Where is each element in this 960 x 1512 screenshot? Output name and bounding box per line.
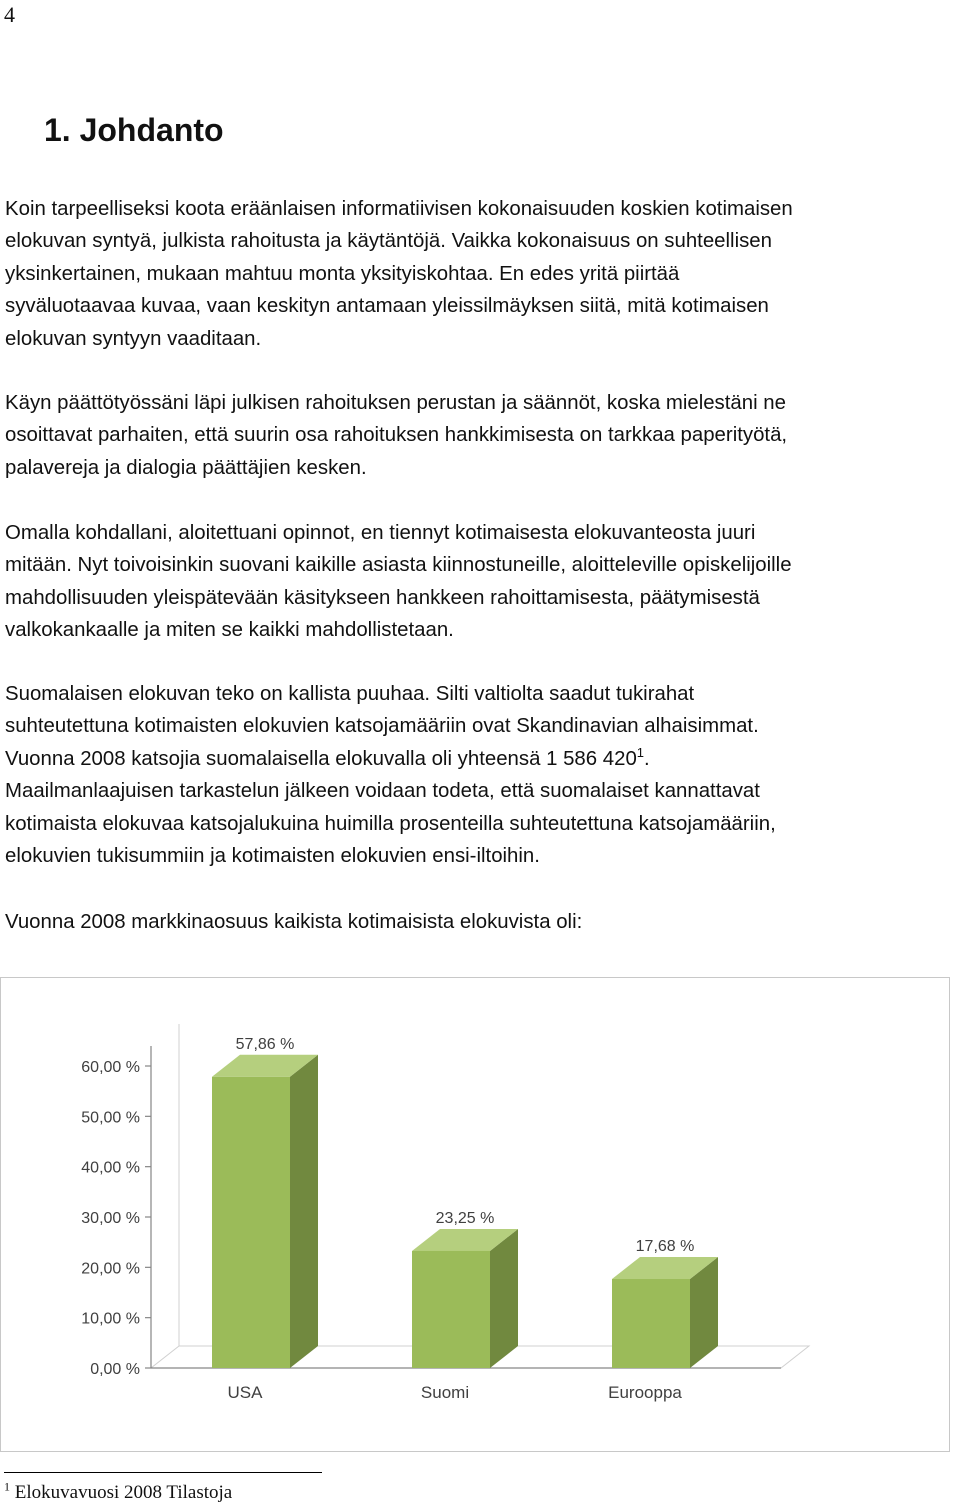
footnote: [4, 1480, 232, 1506]
paragraph-line: [5, 517, 955, 549]
y-tick-label: 20,00 %: [81, 1260, 140, 1278]
bar-side: [490, 1229, 518, 1368]
paragraph-line: [5, 906, 955, 938]
paragraph-line-text: Koin tarpeelliseksi koota eräänlaisen informatiivisen kokonaisuuden koskien kotimaisen: [5, 198, 793, 220]
x-category-label: Suomi: [420, 1383, 470, 1402]
y-tick-label: 60,00 %: [81, 1059, 140, 1076]
paragraph-line-text: elokuvan syntyä, julkista rahoitusta ja käytäntöjä. Vaikka kokonaisuus on suhteellisen: [5, 230, 772, 253]
bar-data-label: 57,86 %: [235, 1035, 295, 1053]
paragraph-line-text: Vuonna 2008 markkinaosuus kaikista kotimaisista elokuvista oli:: [5, 911, 583, 933]
footnote-reference-suffix: .: [644, 747, 650, 770]
paragraph-line: [5, 808, 955, 840]
paragraph-personal: [5, 517, 955, 647]
paragraph-line-text: elokuvan syntyyn vaaditaan.: [5, 327, 262, 350]
paragraph-line-text: kotimaista elokuvaa katsojalukuina huimilla prosenteilla suhteutettuna katsojamääriin,: [5, 812, 776, 835]
paragraph-line-text: valkokankaalle ja miten se kaikki mahdollistetaan.: [5, 619, 454, 642]
y-tick-label: 0,00 %: [90, 1361, 140, 1378]
paragraph-line-text: elokuvien tukisummiin ja kotimaisten elokuvien ensi-iltoihin.: [5, 845, 540, 868]
paragraph-line-text: Maailmanlaajuisen tarkastelun jälkeen voidaan todeta, että suomalaiset kannattavat: [5, 780, 760, 803]
paragraph-line: [5, 549, 955, 581]
paragraph-line: [5, 323, 955, 355]
footnote-rule: [4, 1472, 322, 1473]
paragraph-funding: [5, 387, 955, 484]
y-tick-label: 50,00 %: [81, 1109, 140, 1127]
paragraph-line: [5, 452, 955, 484]
paragraph-line: [5, 678, 955, 710]
bar-suomi: [412, 1251, 490, 1368]
paragraph-statistics: [5, 678, 955, 872]
paragraph-line-text: mahdollisuuden yleispätevään käsitykseen hankkeen rahoittamisesta, päätymisestä: [5, 586, 760, 609]
paragraph-line: [5, 614, 955, 646]
paragraph-line-text: osoittavat parhaiten, että suurin osa rahoituksen hankkimisesta on tarkkaa paperityötä,: [5, 424, 788, 447]
paragraph-line-text: suhteutettuna kotimaisten elokuvien katsojamääriin ovat Skandinavian alhaisimmat.: [5, 715, 759, 738]
paragraph-line-text: palavereja ja dialogia päättäjien kesken.: [5, 456, 367, 479]
paragraph-line: [5, 290, 955, 322]
market-share-chart: [0, 977, 950, 1452]
bar-side: [290, 1055, 318, 1368]
footnote-reference: 1: [636, 745, 645, 761]
paragraph-line: [5, 419, 955, 451]
footnote-text: Elokuvavuosi 2008 Tilastoja: [14, 1482, 233, 1503]
paragraph-line: [5, 840, 955, 872]
paragraph-line: [5, 582, 955, 614]
paragraph-line: [5, 775, 955, 807]
paragraph-intro: [5, 193, 955, 355]
y-tick-label: 30,00 %: [81, 1210, 140, 1227]
y-tick-label: 40,00 %: [81, 1159, 140, 1177]
paragraph-line-text: Suomalaisen elokuvan teko on kallista puuhaa. Silti valtiolta saadut tukirahat: [5, 683, 695, 705]
bar-usa: [212, 1077, 290, 1368]
paragraph-line-text: Vuonna 2008 katsojia suomalaisella elokuvalla oli yhteensä 1 586 420: [5, 747, 637, 770]
paragraph-line: [5, 258, 955, 290]
paragraph-line-text: Omalla kohdallani, aloitettuani opinnot, en tiennyt kotimaisesta elokuvanteosta juuri: [5, 522, 756, 544]
section-heading: 1. Johdanto: [44, 112, 224, 148]
page-number: 4: [4, 2, 15, 27]
y-tick-label: 10,00 %: [81, 1310, 140, 1328]
paragraph-line: [5, 387, 955, 419]
paragraph-chart-intro: [5, 906, 955, 938]
footnote-marker: 1: [4, 1479, 10, 1494]
market-share-chart-svg: [1, 978, 949, 1451]
paragraph-line-text: syväluotaavaa kuvaa, vaan keskityn antamaan yleissilmäyksen siitä, mitä kotimaisen: [5, 295, 769, 318]
paragraph-line-text: Käyn päättötyössäni läpi julkisen rahoituksen perustan ja säännöt, koska mielestäni ne: [5, 392, 786, 414]
bar-data-label: 17,68 %: [635, 1238, 695, 1256]
paragraph-line-text: yksinkertainen, mukaan mahtuu monta yksityiskohtaa. En edes yritä piirtää: [5, 262, 680, 285]
paragraph-line-text: mitään. Nyt toivoisinkin suovani kaikille asiasta kiinnostuneille, aloitteleville opiskelijoille: [5, 554, 792, 577]
paragraph-line: [5, 743, 955, 775]
paragraph-line: [5, 193, 955, 225]
bar-data-label: 23,25 %: [435, 1209, 495, 1227]
paragraph-line: [5, 710, 955, 742]
paragraph-line: [5, 225, 955, 257]
x-category-label: Eurooppa: [608, 1383, 682, 1402]
bar-eurooppa: [612, 1279, 690, 1368]
x-category-label: USA: [227, 1383, 263, 1402]
